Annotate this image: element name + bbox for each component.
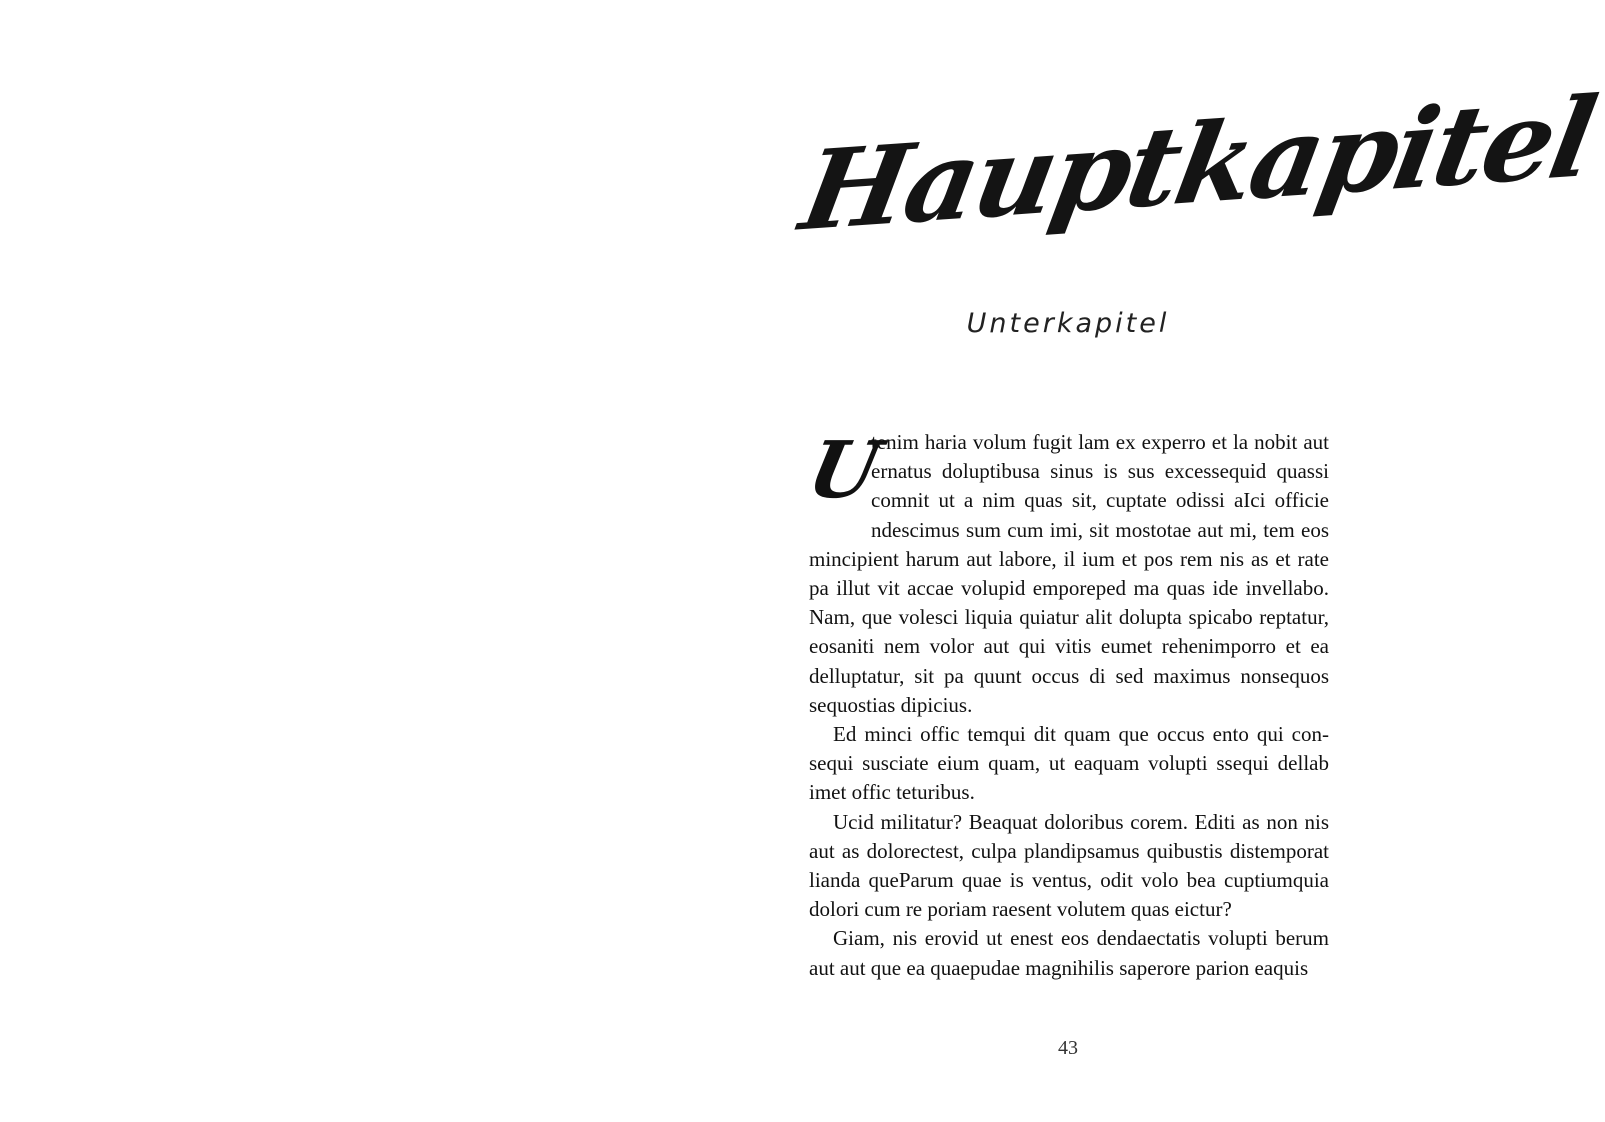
left-page-blank: [0, 0, 708, 1122]
paragraph-1: [800, 425, 1329, 720]
chapter-title: Hauptkapitel: [792, 72, 1603, 256]
paragraph-1-text: tenim haria volum fugit lam ex experro et la nobit aut ernatus doluptibusa sinus is sus excessequid quassi comnit ut a nim quas sit, cuptate odissi aIci officie ndescimus sum cum imi, sit mostotae aut mi, tem eos mincipient harum aut labore, il ium et pos rem nis as et rate pa illut vit accae volupid emporeped ma quas ide invellabo. Nam, que volesci liquia quiatur alit dolupta spicabo reptatur, eosaniti nem volor aut qui vitis eumet rehenimporro et ea delluptatur, sit pa quunt occus di sed maximus nonsequos sequostias dipicius.: [809, 430, 1329, 717]
paragraph-3: Ucid militatur? Beaquat doloribus corem. Editi as non nis aut as dolorectest, culpa plandipsamus quibustis distemporat lianda queParum quae is ventus, odit volo bea cuptiumquia dolori cum re poriam raesent volutem quas eictur?: [809, 809, 1329, 922]
paragraph-2: Ed minci offic temqui dit quam que occus ento qui consequi susciate eium quam, ut eaquam volupti ssequi dellab imet offic teturibus.: [809, 722, 1329, 805]
subchapter-title: Unterkapitel: [966, 308, 1170, 339]
page-number: 43: [1058, 1037, 1078, 1059]
right-page: [708, 0, 1603, 1122]
drop-cap: U: [800, 425, 888, 516]
body-text: [800, 425, 1329, 983]
paragraph-4: Giam, nis erovid ut enest eos dendaectatis volupti berum aut aut que ea quaepudae magnihilis saperore parion eaquis: [809, 926, 1329, 980]
